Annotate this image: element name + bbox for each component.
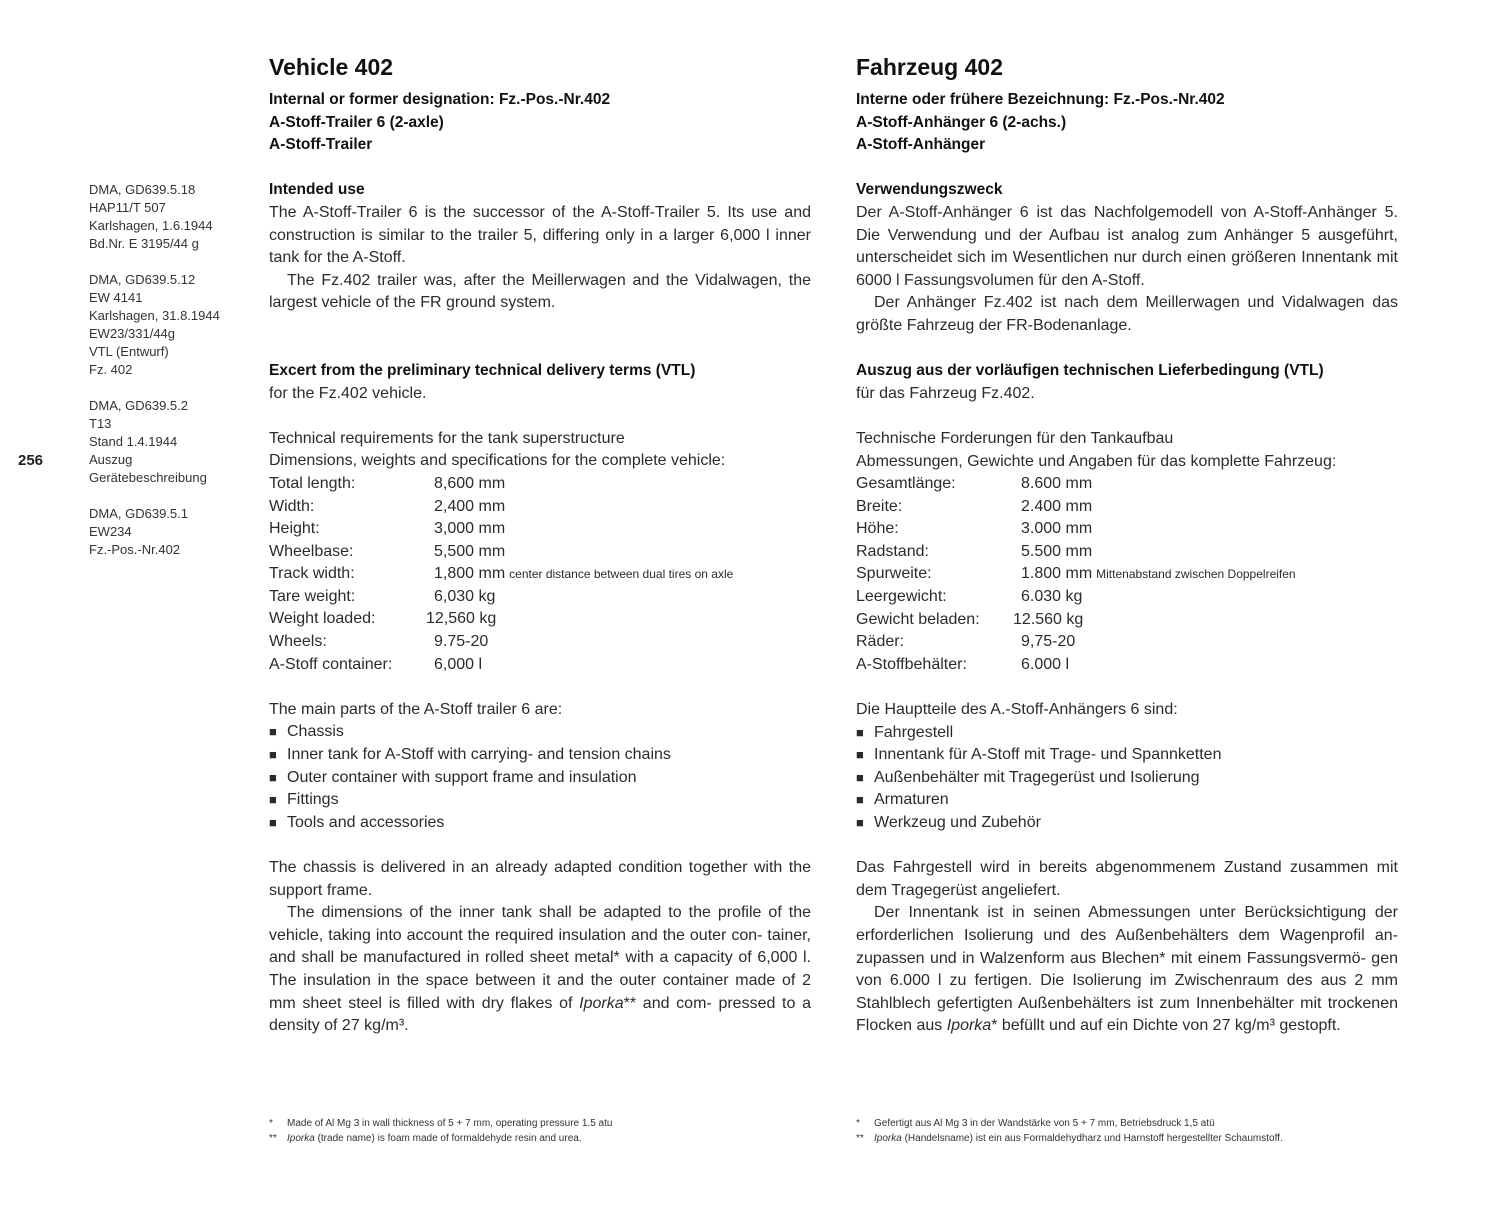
spec-value: 1,800 mm: [434, 565, 506, 583]
square-bullet-icon: ■: [856, 769, 864, 785]
footnote: [269, 1116, 811, 1131]
square-bullet-icon: ■: [856, 747, 864, 763]
footnote-mark: *: [269, 1118, 273, 1129]
spec-row: [856, 541, 1398, 564]
spec-row: [269, 586, 811, 609]
paragraph: Technical requirements for the tank superstructure: [269, 429, 625, 447]
spec-value: 5.500 mm: [1021, 542, 1093, 560]
italic-term: Iporka: [874, 1133, 902, 1144]
paragraph: The chassis is delivered in an already adapted condition together with the support frame.: [269, 859, 811, 899]
list-item: [856, 744, 1398, 767]
text-span: The dimensions of the inner tank shall be adapted to the profile of the vehicle, taking into account the required insulation and the outer con- tainer, and shall be manufactured in rolled sheet metal* with a capacity of 6,000 l. The insulation in the space between it and the outer container made of 2 mm sheet steel is filled with dry flakes of: [269, 904, 811, 1012]
parts-list: [856, 722, 1398, 835]
spec-label: Radstand:: [856, 542, 929, 560]
footnote-mark: *: [856, 1118, 860, 1129]
text-span: (Handelsname) ist ein aus Formaldehydharz und Harnstoff hergestellter Schaumstoff.: [901, 1133, 1283, 1144]
paragraph: Die Hauptteile des A.-Stoff-Anhängers 6 sind:: [856, 701, 1178, 719]
paragraph: Dimensions, weights and specifications for the complete vehicle:: [269, 452, 726, 470]
spec-value: 9.75-20: [434, 633, 489, 651]
spec-row: [269, 631, 811, 654]
square-bullet-icon: ■: [269, 814, 277, 830]
margin-note-line: VTL (Entwurf): [89, 344, 169, 359]
margin-note-line: DMA, GD639.5.1: [89, 506, 188, 521]
footnote-mark: **: [269, 1133, 277, 1144]
text-span: (trade name) is foam made of formaldehyde resin and urea.: [314, 1133, 582, 1144]
spec-label: Wheelbase:: [269, 542, 354, 560]
spec-value: 5,500 mm: [434, 542, 506, 560]
list-item: [856, 789, 1398, 812]
list-item-text: Armaturen: [874, 791, 949, 809]
list-item: [856, 767, 1398, 790]
text-span: ** and com- pressed to a density of 27 kg/m³.: [269, 994, 812, 1035]
subtitle: A-Stoff-Anhänger 6 (2-achs.): [856, 113, 1067, 131]
spec-value: 12,560 kg: [426, 610, 497, 628]
margin-note-line: Karlshagen, 31.8.1944: [89, 308, 220, 323]
paragraph: Das Fahrgestell wird in bereits abgenommenem Zustand zusammen mit dem Tragegerüst angeliefert.: [856, 859, 1398, 899]
list-item-text: Outer container with support frame and insulation: [287, 768, 637, 786]
paragraph: Der A-Stoff-Anhänger 6 ist das Nachfolgemodell von A-Stoff-Anhänger 5. Die Verwendung und der Aufbau ist analog zum Anhänger 5 ausgeführt, unterscheidet sich im Wesentlichen nur durch einen größeren Innentank mit 6000 l Fassungsvolumen für den A-Stoff.: [856, 203, 1398, 289]
list-item-text: Inner tank for A-Stoff with carrying- and tension chains: [287, 746, 671, 764]
square-bullet-icon: ■: [856, 724, 864, 740]
square-bullet-icon: ■: [269, 792, 277, 808]
paragraph: The Fz.402 trailer was, after the Meillerwagen and the Vidalwagen, the largest vehicle of the FR ground system.: [269, 271, 811, 312]
spec-label: Höhe:: [856, 520, 899, 538]
margin-note-line: HAP11/T 507: [89, 200, 166, 215]
subtitle: A-Stoff-Trailer: [269, 136, 373, 154]
footnote: [269, 1131, 811, 1146]
margin-note-line: T13: [89, 416, 112, 431]
spec-label: Wheels:: [269, 633, 327, 651]
margin-note-line: Fz.-Pos.-Nr.402: [89, 542, 181, 557]
margin-note-line: Bd.Nr. E 3195/44 g: [89, 236, 199, 251]
italic-term: Iporka: [287, 1133, 315, 1144]
paragraph: Abmessungen, Gewichte und Angaben für das komplette Fahrzeug:: [856, 452, 1337, 470]
spec-value: 6.000 l: [1021, 655, 1070, 673]
spec-label: Weight loaded:: [269, 610, 376, 628]
spec-value: 8,600 mm: [434, 474, 506, 492]
spec-value: 6.030 kg: [1021, 588, 1083, 606]
square-bullet-icon: ■: [269, 724, 277, 740]
margin-note-line: DMA, GD639.5.18: [89, 182, 196, 197]
list-item: [856, 812, 1398, 835]
spec-label: Leergewicht:: [856, 588, 947, 606]
margin-note-line: Stand 1.4.1944: [89, 434, 178, 449]
spec-row: [269, 496, 811, 519]
list-item: [269, 812, 811, 835]
parts-list: [269, 721, 811, 834]
margin-note-line: Auszug: [89, 452, 133, 467]
margin-note-group: [89, 271, 249, 379]
paragraph: für das Fahrzeug Fz.402.: [856, 384, 1035, 402]
list-item-text: Fahrgestell: [874, 723, 954, 741]
spec-label: A-Stoffbehälter:: [856, 655, 967, 673]
spec-value: 2,400 mm: [434, 497, 506, 515]
spec-value: 12.560 kg: [1013, 610, 1084, 628]
page-title: Fahrzeug 402: [856, 54, 1003, 80]
list-item-text: Tools and accessories: [287, 813, 445, 831]
margin-note-line: Fz. 402: [89, 362, 133, 377]
spec-value: 3.000 mm: [1021, 520, 1093, 538]
spec-row: [856, 631, 1398, 654]
margin-note-line: EW23/331/44g: [89, 326, 176, 341]
list-item-text: Außenbehälter mit Tragegerüst und Isolierung: [874, 768, 1200, 786]
page-title: Vehicle 402: [269, 54, 394, 80]
spec-table: [856, 473, 1398, 676]
italic-term: Iporka: [946, 1017, 992, 1035]
margin-note-line: DMA, GD639.5.2: [89, 398, 188, 413]
spec-value: 1.800 mm: [1021, 565, 1093, 583]
spec-label: A-Stoff container:: [269, 655, 393, 673]
english-column: [269, 52, 811, 1038]
spec-value: 2.400 mm: [1021, 497, 1093, 515]
list-item-text: Werkzeug und Zubehör: [874, 814, 1041, 831]
list-item: [269, 789, 811, 812]
footnotes-english: [269, 1116, 811, 1146]
margin-note-line: DMA, GD639.5.12: [89, 272, 196, 287]
square-bullet-icon: ■: [269, 747, 277, 763]
footnote: [856, 1131, 1398, 1146]
spec-label: Track width:: [269, 565, 355, 583]
spec-value: 9,75-20: [1021, 633, 1076, 651]
footnote-text: Gefertigt aus Al Mg 3 in der Wandstärke von 5 + 7 mm, Betriebsdruck 1,5 atü: [874, 1118, 1215, 1129]
margin-note-line: EW 4141: [89, 290, 143, 305]
footnotes-german: [856, 1116, 1398, 1146]
paragraph: The main parts of the A-Stoff trailer 6 are:: [269, 700, 563, 718]
margin-note-line: Karlshagen, 1.6.1944: [89, 218, 213, 233]
designation: Internal or former designation: Fz.-Pos.-Nr.402: [269, 91, 611, 108]
paragraph: The A-Stoff-Trailer 6 is the successor of the A-Stoff-Trailer 5. Its use and construction is similar to the trailer 5, differing only in a larger 6,000 l inner tank for the A-Stoff.: [269, 203, 811, 267]
square-bullet-icon: ■: [269, 769, 277, 785]
spec-label: Gesamtlänge:: [856, 475, 956, 493]
section-heading-excerpt: Excert from the preliminary technical delivery terms (VTL): [269, 361, 696, 379]
spec-value: 6,000 l: [434, 655, 483, 673]
footnote: [856, 1116, 1398, 1131]
spec-row: [269, 473, 811, 496]
designation: Interne oder frühere Bezeichnung: Fz.-Pos.-Nr.402: [856, 91, 1225, 108]
page-number: 256: [18, 452, 44, 469]
spec-label: Gewicht beladen:: [856, 610, 980, 628]
spec-label: Tare weight:: [269, 587, 356, 605]
spec-value: 8.600 mm: [1021, 475, 1093, 493]
section-heading-excerpt: Auszug aus der vorläufigen technischen Lieferbedingung (VTL): [856, 362, 1324, 380]
square-bullet-icon: ■: [856, 815, 864, 830]
paragraph: for the Fz.402 vehicle.: [269, 384, 427, 402]
list-item: [269, 721, 811, 744]
text-span: Der Innentank ist in seinen Abmessungen unter Berücksichtigung der erforderlichen Isolierung und des Außenbehälters dem Wagenprofil an- zupassen und in Walzenform aus Blechen* mit einem Fassungsvermö- gen von 6.000 l zu fertigen. Die Isolierung im Zwischenraum des aus 2 mm Stahlblech gefertigten Außenbehälters ist zum Innenbehälter mit trockenen Flocken aus: [856, 904, 1398, 1035]
spec-note: Mittenabstand zwischen Doppelreifen: [1096, 567, 1296, 582]
spec-row: [856, 609, 1398, 632]
list-item-text: Innentank für A-Stoff mit Trage- und Spannketten: [874, 746, 1222, 764]
margin-note-line: EW234: [89, 524, 132, 539]
spec-row: [269, 654, 811, 677]
spec-row: [856, 586, 1398, 609]
spec-label: Räder:: [856, 633, 905, 651]
footnote-text: [287, 1131, 582, 1146]
list-item: [269, 744, 811, 767]
spec-row: [269, 518, 811, 541]
margin-source-notes: [89, 181, 249, 577]
footnote-text: Made of Al Mg 3 in wall thickness of 5 + 7 mm, operating pressure 1.5 atu: [287, 1118, 613, 1129]
paragraph: Der Anhänger Fz.402 ist nach dem Meillerwagen und Vidalwagen das größte Fahrzeug der FR-Bodenanlage.: [856, 294, 1398, 334]
spec-label: Total length:: [269, 474, 356, 492]
square-bullet-icon: ■: [856, 792, 864, 808]
footnote-mark: **: [856, 1133, 864, 1144]
paragraph: Technische Forderungen für den Tankaufbau: [856, 429, 1174, 447]
text-span: * befüllt und auf ein Dichte von 27 kg/m³ gestopft.: [991, 1017, 1341, 1035]
section-heading-intended-use: Verwendungszweck: [856, 181, 1003, 199]
paragraph: [856, 902, 1398, 1038]
list-item-text: Fittings: [287, 791, 339, 809]
spec-label: Width:: [269, 497, 315, 515]
spec-table: [269, 473, 811, 676]
spec-row: [856, 473, 1398, 496]
margin-note-group: [89, 505, 249, 559]
subtitle: A-Stoff-Anhänger: [856, 136, 986, 154]
paragraph: [269, 902, 811, 1038]
footnote-text: [874, 1131, 1283, 1146]
spec-row: [856, 563, 1398, 586]
spec-label: Height:: [269, 520, 320, 538]
margin-note-group: [89, 397, 249, 487]
spec-row: [856, 518, 1398, 541]
italic-term: Iporka: [579, 994, 624, 1012]
spec-row: [269, 608, 811, 631]
spec-value: 3,000 mm: [434, 520, 506, 538]
spec-row: [269, 541, 811, 564]
spec-row: [856, 496, 1398, 519]
spec-label: Spurweite:: [856, 565, 932, 583]
list-item-text: Chassis: [287, 723, 344, 741]
german-column: [856, 52, 1398, 1038]
section-heading-intended-use: Intended use: [269, 181, 365, 199]
margin-note-line: Gerätebeschreibung: [89, 470, 207, 485]
spec-note: center distance between dual tires on axle: [509, 567, 734, 582]
spec-label: Breite:: [856, 497, 903, 515]
subtitle: A-Stoff-Trailer 6 (2-axle): [269, 113, 444, 131]
spec-value: 6,030 kg: [434, 587, 496, 605]
spec-row: [856, 654, 1398, 677]
margin-note-group: [89, 181, 249, 253]
list-item: [269, 767, 811, 790]
list-item: [856, 722, 1398, 745]
spec-row: [269, 563, 811, 586]
